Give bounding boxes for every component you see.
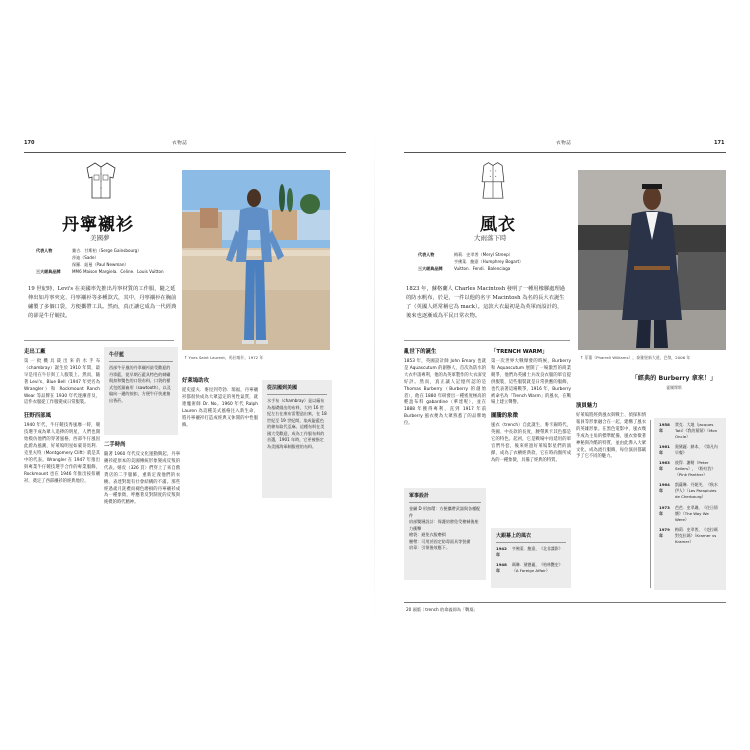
left-photo-caption: ↑ Yves Saint Laurent，馬拉喀什，1972 年	[184, 355, 264, 360]
trench-coat-icon	[476, 160, 510, 200]
box-item: 腰帶：可用於固定防毒面具等裝備	[409, 538, 471, 544]
section-heading: 亂世下的誕生	[404, 349, 437, 355]
timeline-item: 1973 年 芭芭．史翠珊，《往日情懷》（The Way We Were）	[659, 504, 718, 522]
quote-attribution: 霍爾摩斯	[666, 385, 682, 390]
right-col-2	[491, 343, 571, 465]
meta-row: 代表人物 賽吉．甘斯柏（Serge Gainsbourg）	[36, 248, 142, 253]
right-running-head: 衣物誌	[556, 141, 572, 146]
timeline-item: 1958 年 賈克．大地（Jacques Tati）《我的舅舅》（Mon Oncle）	[659, 422, 718, 440]
right-mid-rule	[404, 340, 570, 341]
right-top-rule	[404, 152, 726, 153]
meta-row: 三大經典品牌 Vuitton．Fendi．Balenciaga	[418, 266, 511, 272]
timeline-item: 1964 年 凱薩琳．丹妮芙，《秋水伊人》（Les Parapluies de Cherbourg）	[659, 482, 718, 500]
right-photo-caption: ↑ 菲董（Pharrell Williams），泰雅堡新大道，巴黎，2006 年	[580, 355, 691, 360]
left-photo	[182, 170, 330, 350]
right-photo	[578, 170, 726, 350]
box-title: 從法國到美國	[267, 384, 327, 395]
left-running-head: 衣物誌	[172, 141, 188, 146]
box-title: 軍事設計	[409, 492, 481, 503]
box-title: 牛仔藍	[109, 351, 173, 362]
left-intro: 19 世紀時，Levi's 在美國率先推出丹寧材質的工作服，隨之延伸出如丹寧夾克、丹寧襯衫等多種款式，其中，丹寧襯衫在胸前繡製了多個口袋，方便攜帶工具。然而，真正讓它成為一代經典的卻是牛仔競技。	[28, 286, 177, 319]
box-text: 西部牛仔風的丹寧襯衫最受歡迎的丹寧藍，從早期石藍具特色的刺繡與扣和雙色的口袋布料，口袋的樣式包括鋸齒形（sawtooth），以及偏向一邊的按扣，方便牛仔快速抽出香菸。	[109, 365, 171, 403]
section-heading: 二手時尚	[104, 442, 126, 448]
right-col-3	[576, 397, 646, 461]
left-meta	[36, 247, 186, 276]
right-col-1	[404, 343, 486, 428]
timeline-item: 1979 年 梅莉．史翠普，《克拉瑪對克拉瑪》（Kramer vs Kramer）	[659, 526, 718, 544]
book-gutter	[374, 120, 375, 630]
box-item: 金屬 D 形扣環：方便攜帶武器與各種配件	[409, 506, 481, 518]
left-title: 丹寧襯衫	[62, 215, 134, 235]
section-heading: 「TRENCH WARM」	[491, 349, 548, 355]
right-page-number: 171	[714, 140, 725, 146]
timeline-item: 1961 年 奧黛麗．赫本，《第凡內早餐》	[659, 444, 718, 456]
timeline-item: 1948 年 瑪琳．黛德麗，《柏林艷史》（A Foreign Affair）	[496, 562, 563, 574]
section-body: 1940 年代，牛仔競技秀風靡一時，競技選手成為眾人追捧的明星，人們也開始模仿他們的穿著風格，西部牛仔風因此蔚為風潮，好萊塢明星如蒙哥馬利．克里夫特（Montgomery Clift）就是其中的代表。Wrangler 在 1947 年推出與專業牛仔競技選手合作的專業服飾，Rockmount 也在 1946 年推出按扣襯衫，奠定了西部襯衫的經典地位。	[24, 423, 100, 484]
meta-row: 莎迪（Sade）	[72, 255, 99, 261]
meta-row: 保羅．紐曼（Paul Newman）	[72, 262, 129, 268]
left-col-1	[24, 343, 100, 486]
right-subtitle: 大雨落下時	[474, 234, 507, 242]
box-text: 水手布（chambray）是以廠布為基礎做出的布料，大約 16 世紀左右在康布雷製造出來，在 18 世紀至 19 世紀間，染成靛藍色的棉布取代亞麻。這種布料在美國大受歡迎，成為工作服布料的首選，1901 年時，它更被指定為美國海軍制服裡的布料。	[267, 398, 327, 449]
denim-sidebar-box	[104, 347, 178, 435]
box-title: 大銀幕上的風衣	[496, 532, 566, 543]
section-body: 隨著 1960 年代反文化運動興起，丹寧襯衫從原本的美國傳統形象變成反叛的代表。嬉皮（326 頁）們穿上了來自舊貨店的二手服飾，重新定義他們的衣櫥。表達對現有社會結構的不滿。那些經過歲月洗禮而褪色磨損的丹寧襯衫成為一種象徵，呼應著反對制度的反叛與純樸的時代精神。	[104, 451, 180, 506]
section-heading: 走出工廠	[24, 349, 46, 355]
section-heading: 好萊塢助攻	[182, 378, 209, 384]
timeline-rule	[650, 420, 651, 588]
left-col-3	[182, 372, 258, 429]
film-timeline-box	[654, 418, 726, 590]
right-bottom-rule	[404, 602, 726, 603]
timeline-item: 1942 年 亨佛萊．鮑嘉，《北非諜影》	[496, 546, 563, 558]
military-design-box	[404, 488, 486, 580]
section-heading: 演員魅力	[576, 403, 598, 409]
section-heading: 圖騰的象徵	[491, 413, 518, 420]
left-top-rule	[24, 152, 346, 153]
shirt-icon	[84, 160, 118, 200]
box-item: 肩章：引領後效應下。	[409, 545, 450, 551]
film-timeline	[659, 422, 721, 545]
meta-row: 亨佛萊．鮑嘉（Humphrey Bogart）	[454, 259, 524, 265]
left-mid-rule	[24, 340, 174, 341]
timeline-item: 1963 年 彼得．謝勒（Peter Sellers），《粉紅豹》（Pink Panther）	[659, 460, 716, 478]
section-body: 從史提夫．麥昆到勞勃．瑞福，丹寧襯衫都很快成為大眾認定的男性氣質，就連魔術師 Dr. No。1960 年代 Ralph Lauren 為這種美式風格注入新生命，將丹寧襯衫打造成經典又休閒的中性服飾。	[182, 387, 258, 428]
right-intro: 1823 年，蘇格蘭人 Charles Macintosh 發明了一種用橡膠處理過的防水帆布，於是，一件以他的名字 Macintosh 為名的長大衣誕生了（英國人經常稱它為 mack）。這款大衣最初是為英軍而設計的，後來也逐漸成為平民日常衣物。	[406, 286, 566, 319]
meta-row: 三大經典品牌 MM6 Maison Margiela．Celine．Louis Vuitton	[36, 269, 164, 275]
right-title: 風衣	[480, 215, 516, 235]
left-subtitle: 美國夢	[90, 234, 110, 242]
right-meta	[418, 251, 568, 272]
box-item: 肩部雙層設計：保護肩膀免受槍械後座力衝擊	[409, 519, 479, 531]
quote-text: 「經典的 Burberry 拿來！」	[631, 375, 717, 382]
section-heading: 狂野西部風	[24, 413, 51, 420]
left-page-number: 170	[24, 140, 35, 146]
on-screen-box	[491, 528, 571, 588]
left-col-2	[104, 436, 180, 507]
right-footnote: 20 頭版｜trench 的命義即為「戰壕」	[406, 607, 478, 612]
section-body: 1853 年，英國設計師 John Emary 也就是 Aquascutum 的創辦人，首次為防水的大衣申請專利，他的為英軍製作的大衣深受好評。然而，真正讓人記憶所認的是 Thomas Burberry（Burberry 的創始者），他在 1880 年研發出一種密度極高的輕盈布料 gabardine（華達呢），並在 1888 年獲得專利，直到 1917 年前 Burberry 風衣便為大眾熟悉了的品牌地位。	[404, 358, 486, 427]
pull-quote	[620, 373, 728, 391]
section-body: 第一批機具裁出來的水手布（chambray）誕生於 1910 年間，最早是用在牛仔與工人服裝上。然而，隨著 Levi's、Blue Bell（1947 年更名為 Wrangler）和 Rockmount Ranch Wear 等品牌在 1930 年代逐漸普及，這件衣服從工作服變成日常服裝。	[24, 358, 100, 406]
section-body: 風衣（trench）自此誕生，麥卡錫時代，英國、中長款的長度，腰帶與卡其色都是它的特色。起初，它是戰場中再延用的軍官們外套，後來經過好萊塢影星們的演繹，成為了衣櫥經典款，它在時尚圈所成為的一種象徵，具備了經典的特質。	[491, 423, 571, 463]
meta-row: 代表人物 梅莉．史翠普（Meryl Streep）	[418, 252, 513, 257]
section-body: 第一次世界大戰爆發的時候，Burberry 和 Aquascutum 展開了一場激烈的商業競爭，他們為英國士兵改良衣服的軍官提供服裝，這些服裝就是日常供應的服飾，也代表著這場戰爭，1916 年，Burberry 被命名為「Trench Warm」的風衣，在戰場上建立聲譽。	[491, 358, 571, 406]
section-body: 好萊塢將經典風衣與戰士、偵探和情報員等形象融合在一起，建構了風衣的英雄形象。在黑色電影中，風衣幾乎成為主角的標準配備，風衣象徵著神秘與冷酷的特質，並由此滲入大眾文化，成為流行服飾，每位演員都賦予了它不同的魅力。	[576, 412, 646, 460]
fabric-origin-box	[262, 380, 332, 498]
box-item: 槍袋：避免衣服磨損	[409, 532, 446, 538]
on-screen-timeline	[496, 546, 566, 574]
